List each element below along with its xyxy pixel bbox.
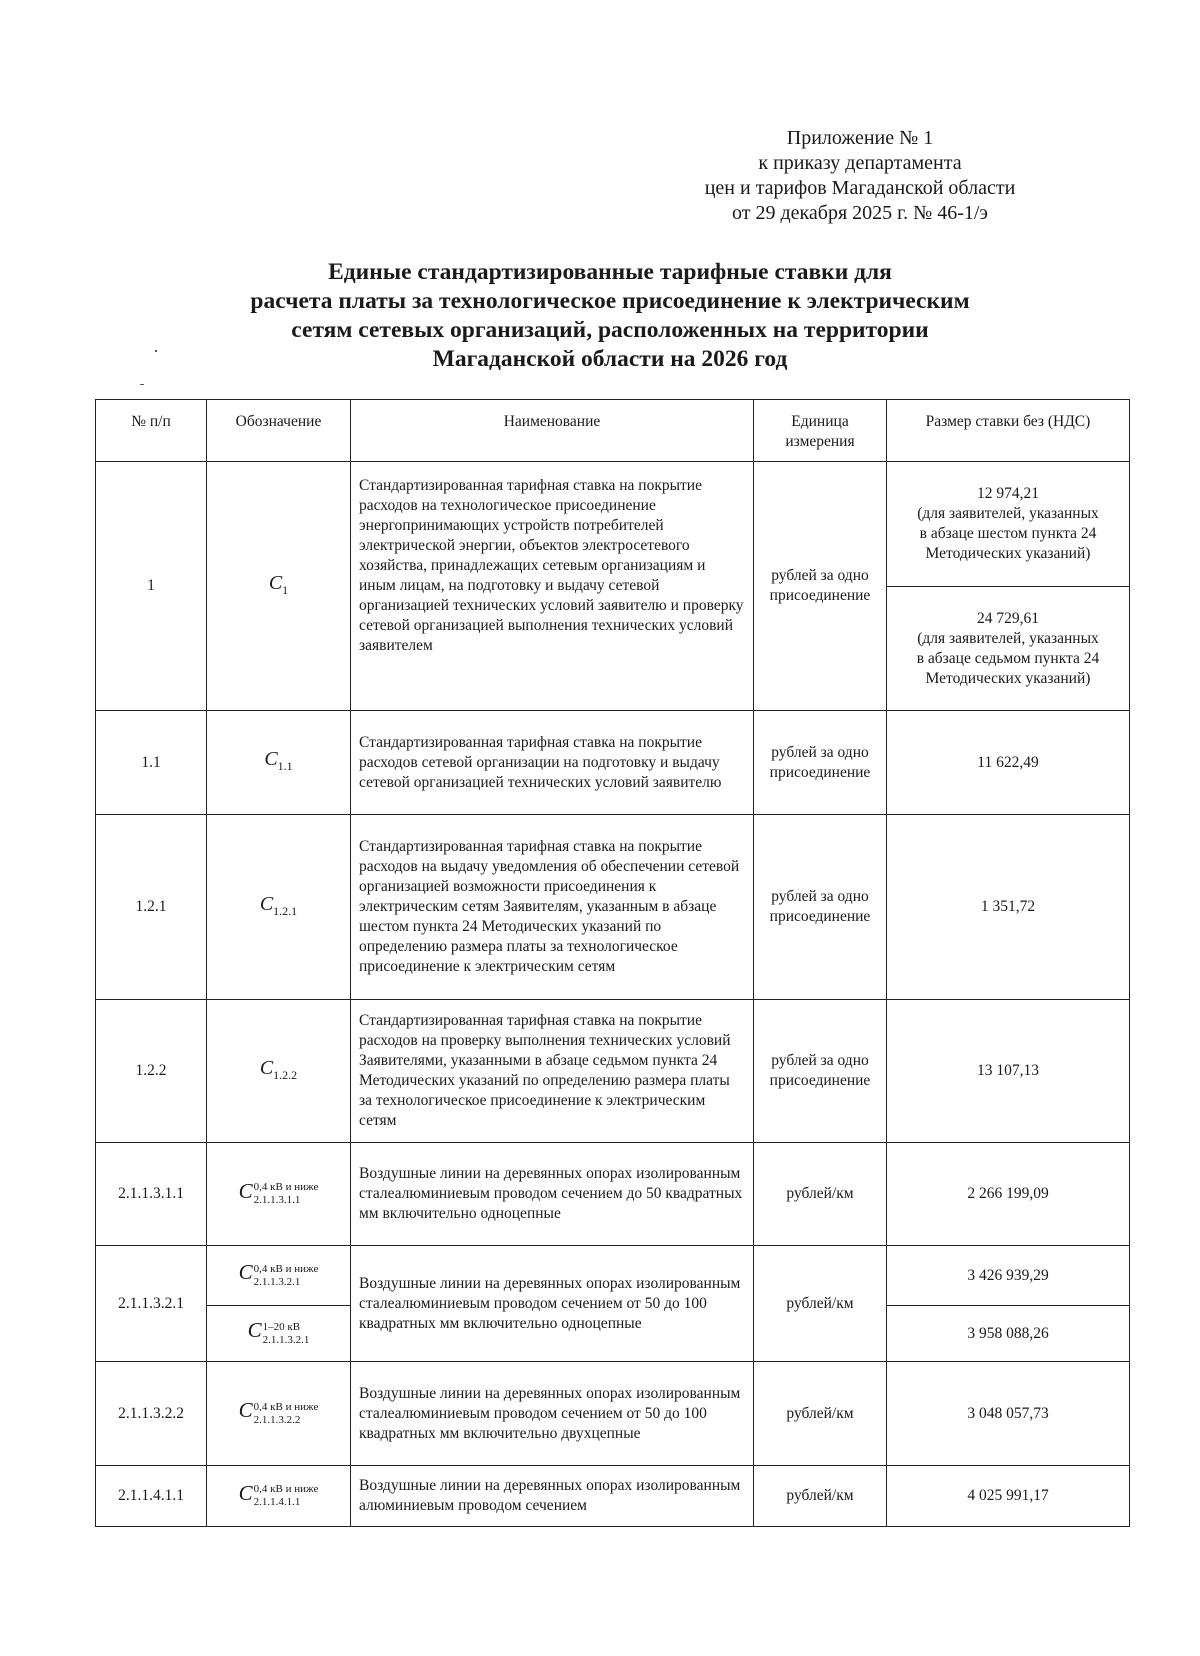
table-row xyxy=(96,711,1130,815)
value-amount: 24 729,61 xyxy=(977,609,1039,627)
table-row xyxy=(96,462,1130,587)
row-unit: рублей за одно присоединение xyxy=(754,711,887,815)
row-value-b: 3 958 088,26 xyxy=(887,1306,1130,1362)
row-value: 4 025 991,17 xyxy=(887,1466,1130,1527)
symbol-superscript: 0,4 кВ и ниже xyxy=(253,1262,319,1275)
symbol-subscript: 1.2.2 xyxy=(273,1067,298,1082)
value-amount: 12 974,21 xyxy=(977,485,1039,502)
row-symbol xyxy=(207,1362,351,1466)
row-num: 2.1.1.4.1.1 xyxy=(96,1466,207,1527)
table-row xyxy=(96,1143,1130,1246)
header-value: Размер ставки без (НДС) xyxy=(887,400,1130,462)
symbol-superscript: 0,4 кВ и ниже xyxy=(253,1483,319,1496)
table-row xyxy=(96,815,1130,1000)
appendix-line-4: от 29 декабря 2025 г. № 46-1/э xyxy=(731,202,989,224)
symbol-superscript: 1–20 кВ xyxy=(262,1320,301,1333)
row-name: Стандартизированная тарифная ставка на покрытие расходов на технологическое присоединение энергопринимающих устройств потребителей электрической энергии, объектов электросетевого хозяйства, принадлежащих сетевым организациям и иным лицам, на подготовку и выдачу сетевой организацией технических условий заявителю и проверку сетевой организацией выполнения технических условий заявителем xyxy=(351,462,754,711)
symbol-base: C xyxy=(238,1398,253,1423)
table-row xyxy=(96,1362,1130,1466)
row-symbol-b xyxy=(207,1306,351,1362)
appendix-header xyxy=(650,126,1070,226)
header-num: № п/п xyxy=(96,400,207,462)
row-name: Стандартизированная тарифная ставка на покрытие расходов на выдачу уведомления об обеспечении сетевой организацией возможности присоединения к электрическим сетям Заявителям, указанным в абзаце шестом пункта 24 Методических указаний по определению размера платы за технологическое присоединение к электрическим сетям xyxy=(351,815,754,1000)
symbol-indices xyxy=(254,1263,319,1289)
symbol-indices xyxy=(254,1483,319,1509)
symbol-base: C xyxy=(238,1178,253,1203)
row-name: Стандартизированная тарифная ставка на покрытие расходов на проверку выполнения технических условий Заявителями, указанными в абзаце седьмом пункта 24 Методических указаний по определению размера платы за технологическое присоединение к электрическим сетям xyxy=(351,1000,754,1143)
row-value: 2 266 199,09 xyxy=(887,1143,1130,1246)
row-unit: рублей за одно присоединение xyxy=(754,462,887,711)
row-symbol xyxy=(207,711,351,815)
appendix-line-1: Приложение № 1 xyxy=(786,127,934,149)
row-symbol-a xyxy=(207,1246,351,1306)
symbol-subscript: 2.1.1.3.2.2 xyxy=(253,1413,301,1426)
row-value-b xyxy=(887,587,1130,711)
appendix-line-3: цен и тарифов Магаданской области xyxy=(704,177,1016,199)
header-symbol: Обозначение xyxy=(207,400,351,462)
symbol-base: C xyxy=(268,571,283,594)
table-row xyxy=(96,1000,1130,1143)
row-unit: рублей/км xyxy=(754,1362,887,1466)
row-value: 13 107,13 xyxy=(887,1000,1130,1143)
symbol-superscript: 0,4 кВ и ниже xyxy=(253,1181,319,1194)
tariff-table xyxy=(95,399,1130,1527)
symbol-superscript: 0,4 кВ и ниже xyxy=(253,1400,319,1413)
row-unit: рублей/км xyxy=(754,1143,887,1246)
title-line-2: расчета платы за технологическое присоединение к электрическим xyxy=(250,288,970,314)
symbol-subscript: 2.1.1.3.2.1 xyxy=(253,1275,301,1288)
row-value: 11 622,49 xyxy=(887,711,1130,815)
symbol-indices xyxy=(254,1401,319,1427)
symbol-subscript: 1 xyxy=(282,582,289,597)
symbol-base: C xyxy=(259,1056,274,1079)
row-value: 3 048 057,73 xyxy=(887,1362,1130,1466)
row-unit: рублей/км xyxy=(754,1466,887,1527)
row-num: 1.2.2 xyxy=(96,1000,207,1143)
header-unit: Единица измерения xyxy=(754,400,887,462)
symbol-base: C xyxy=(259,892,274,915)
row-num: 1.2.1 xyxy=(96,815,207,1000)
row-unit: рублей/км xyxy=(754,1246,887,1362)
table-row xyxy=(96,1246,1130,1306)
row-num: 2.1.1.3.1.1 xyxy=(96,1143,207,1246)
symbol-subscript: 2.1.1.3.1.1 xyxy=(253,1194,301,1207)
row-symbol xyxy=(207,1000,351,1143)
symbol-subscript: 1.2.1 xyxy=(273,903,298,918)
symbol-base: C xyxy=(238,1480,253,1505)
title-line-1: Единые стандартизированные тарифные ставки для xyxy=(328,259,892,285)
symbol-subscript: 2.1.1.4.1.1 xyxy=(253,1496,301,1509)
row-num: 2.1.1.3.2.2 xyxy=(96,1362,207,1466)
title-line-3: сетям сетевых организаций, расположенных на территории xyxy=(291,317,929,343)
document-title xyxy=(160,258,1060,374)
row-name: Стандартизированная тарифная ставка на покрытие расходов сетевой организации на подготовку и выдачу сетевой организацией технических условий заявителю xyxy=(351,711,754,815)
symbol-base: C xyxy=(264,748,278,770)
row-symbol xyxy=(207,815,351,1000)
value-note: (для заявителей, указанных в абзаце седьмом пункта 24 Методических указаний) xyxy=(916,629,1100,687)
symbol-subscript: 2.1.1.3.2.1 xyxy=(262,1333,310,1346)
scan-speck xyxy=(155,350,157,352)
symbol-indices xyxy=(254,1181,319,1207)
symbol-base: C xyxy=(238,1260,253,1285)
row-unit: рублей за одно присоединение xyxy=(754,815,887,1000)
appendix-line-2: к приказу департамента xyxy=(758,152,962,174)
row-num: 2.1.1.3.2.1 xyxy=(96,1246,207,1362)
row-value-a xyxy=(887,462,1130,587)
row-symbol xyxy=(207,1466,351,1527)
table-row xyxy=(96,1466,1130,1527)
row-unit: рублей за одно присоединение xyxy=(754,1000,887,1143)
row-name: Воздушные линии на деревянных опорах изолированным сталеалюминиевым проводом сечением до 50 квадратных мм включительно одноцепные xyxy=(351,1143,754,1246)
symbol-base: C xyxy=(247,1318,262,1343)
header-name: Наименование xyxy=(351,400,754,462)
symbol-subscript: 1.1 xyxy=(277,759,293,773)
title-line-4: Магаданской области на 2026 год xyxy=(432,346,788,372)
row-name: Воздушные линии на деревянных опорах изолированным сталеалюминиевым проводом сечением от 50 до 100 квадратных мм включительно двухцепные xyxy=(351,1362,754,1466)
value-note: (для заявителей, указанных в абзаце шестом пункта 24 Методических указаний) xyxy=(917,505,1099,562)
row-num: 1.1 xyxy=(96,711,207,815)
row-value-a: 3 426 939,29 xyxy=(887,1246,1130,1306)
symbol-indices xyxy=(263,1321,310,1347)
row-value: 1 351,72 xyxy=(887,815,1130,1000)
row-name: Воздушные линии на деревянных опорах изолированным сталеалюминиевым проводом сечением от 50 до 100 квадратных мм включительно одноцепные xyxy=(351,1246,754,1362)
row-name: Воздушные линии на деревянных опорах изолированным алюминиевым проводом сечением xyxy=(351,1466,754,1527)
table-header-row xyxy=(96,400,1130,462)
row-symbol xyxy=(207,1143,351,1246)
row-num: 1 xyxy=(96,462,207,711)
row-symbol xyxy=(207,462,351,711)
scan-speck xyxy=(140,384,144,385)
